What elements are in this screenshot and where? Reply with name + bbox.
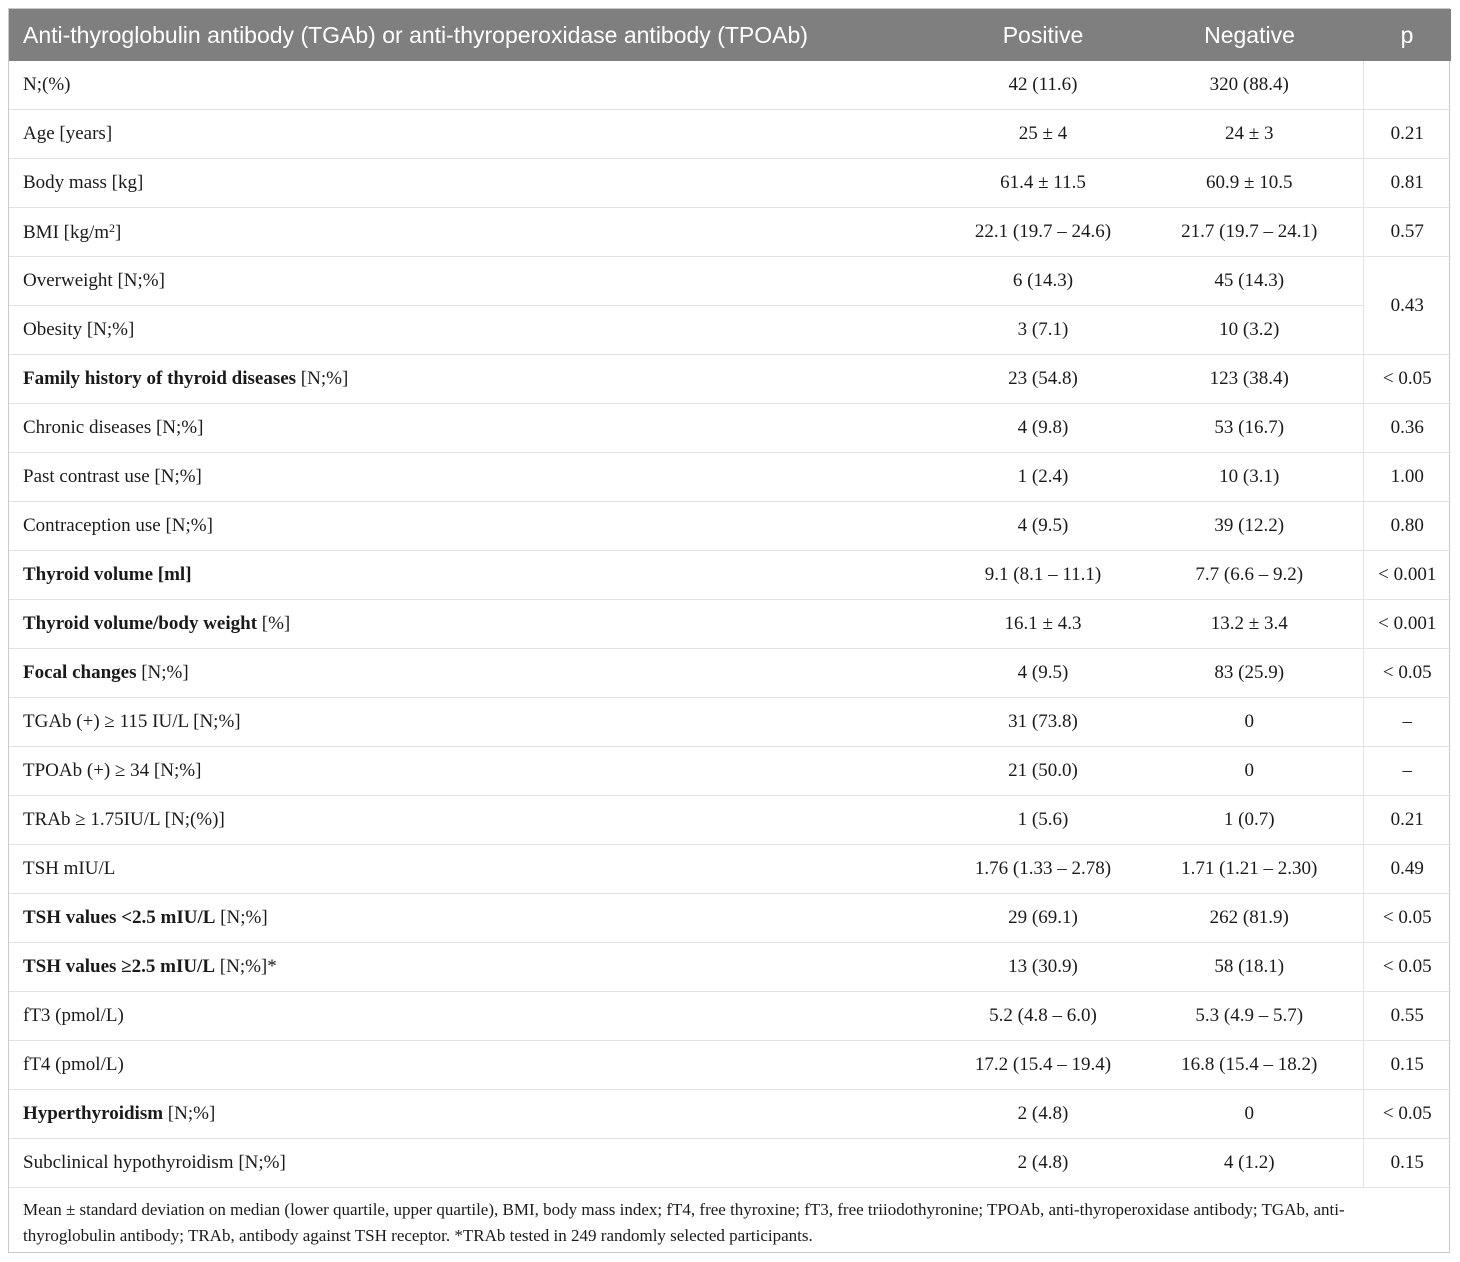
table-row bbox=[9, 649, 1451, 698]
cell-positive: 29 (69.1) bbox=[950, 894, 1136, 943]
cell-positive: 2 (4.8) bbox=[950, 1139, 1136, 1188]
row-label: TSH mIU/L bbox=[9, 845, 950, 894]
cell-p: < 0.001 bbox=[1363, 551, 1451, 600]
table-row bbox=[9, 306, 1451, 355]
cell-negative: 123 (38.4) bbox=[1136, 355, 1363, 404]
table-row bbox=[9, 894, 1451, 943]
cell-positive: 23 (54.8) bbox=[950, 355, 1136, 404]
cell-negative: 45 (14.3) bbox=[1136, 257, 1363, 306]
cell-negative: 10 (3.1) bbox=[1136, 453, 1363, 502]
cell-negative: 5.3 (4.9 – 5.7) bbox=[1136, 992, 1363, 1041]
cell-positive: 61.4 ± 11.5 bbox=[950, 159, 1136, 208]
table-body bbox=[9, 61, 1451, 1188]
table-footnote: Mean ± standard deviation on median (lower quartile, upper quartile), BMI, body mass index; fT4, free thyroxine; fT3, free triiodothyronine; TPOAb, anti-thyroperoxidase antibody; TGAb, anti-thyroglobulin antibody; TRAb, antibody against TSH receptor. *TRAb tested in 249 randomly selected participants. bbox=[23, 1200, 1345, 1245]
cell-negative: 10 (3.2) bbox=[1136, 306, 1363, 355]
header-p: p bbox=[1400, 21, 1414, 48]
cell-negative: 1 (0.7) bbox=[1136, 796, 1363, 845]
header-positive: Positive bbox=[1002, 21, 1084, 48]
cell-positive: 17.2 (15.4 – 19.4) bbox=[950, 1041, 1136, 1090]
cell-p: – bbox=[1363, 698, 1451, 747]
cell-positive: 2 (4.8) bbox=[950, 1090, 1136, 1139]
row-label: TSH values ≥2.5 mIU/L [N;%]* bbox=[9, 943, 950, 992]
cell-negative: 24 ± 3 bbox=[1136, 110, 1363, 159]
cell-p: 0.21 bbox=[1363, 796, 1451, 845]
header-label: Anti-thyroglobulin antibody (TGAb) or anti-thyroperoxidase antibody (TPOAb) bbox=[23, 21, 808, 48]
row-label: Focal changes [N;%] bbox=[9, 649, 950, 698]
table-row bbox=[9, 600, 1451, 649]
cell-negative: 58 (18.1) bbox=[1136, 943, 1363, 992]
cell-p: – bbox=[1363, 747, 1451, 796]
table-row bbox=[9, 502, 1451, 551]
cell-positive: 31 (73.8) bbox=[950, 698, 1136, 747]
table-row bbox=[9, 355, 1451, 404]
table-row bbox=[9, 845, 1451, 894]
cell-negative: 21.7 (19.7 – 24.1) bbox=[1136, 208, 1363, 257]
cell-negative: 16.8 (15.4 – 18.2) bbox=[1136, 1041, 1363, 1090]
row-label: Thyroid volume/body weight [%] bbox=[9, 600, 950, 649]
row-label: TPOAb (+) ≥ 34 [N;%] bbox=[9, 747, 950, 796]
cell-positive: 4 (9.8) bbox=[950, 404, 1136, 453]
row-label: Hyperthyroidism [N;%] bbox=[9, 1090, 950, 1139]
row-label: Family history of thyroid diseases [N;%] bbox=[9, 355, 950, 404]
cell-positive: 25 ± 4 bbox=[950, 110, 1136, 159]
row-label: Thyroid volume [ml] bbox=[9, 551, 950, 600]
table-row bbox=[9, 1041, 1451, 1090]
cell-negative: 0 bbox=[1136, 747, 1363, 796]
cell-negative: 4 (1.2) bbox=[1136, 1139, 1363, 1188]
cell-p: 0.36 bbox=[1363, 404, 1451, 453]
cell-positive: 42 (11.6) bbox=[950, 61, 1136, 110]
cell-positive: 6 (14.3) bbox=[950, 257, 1136, 306]
cell-p: 0.21 bbox=[1363, 110, 1451, 159]
cell-p: < 0.05 bbox=[1363, 943, 1451, 992]
table-row bbox=[9, 208, 1451, 257]
cell-negative: 83 (25.9) bbox=[1136, 649, 1363, 698]
cell-p: 0.15 bbox=[1363, 1139, 1451, 1188]
cell-positive: 1.76 (1.33 – 2.78) bbox=[950, 845, 1136, 894]
cell-positive: 4 (9.5) bbox=[950, 502, 1136, 551]
cell-p: < 0.05 bbox=[1363, 649, 1451, 698]
table-row bbox=[9, 257, 1451, 306]
cell-positive: 13 (30.9) bbox=[950, 943, 1136, 992]
table-row bbox=[9, 1139, 1451, 1188]
cell-negative: 262 (81.9) bbox=[1136, 894, 1363, 943]
cell-p: < 0.05 bbox=[1363, 894, 1451, 943]
row-label: TGAb (+) ≥ 115 IU/L [N;%] bbox=[9, 698, 950, 747]
cell-negative: 60.9 ± 10.5 bbox=[1136, 159, 1363, 208]
table-row bbox=[9, 943, 1451, 992]
header-negative: Negative bbox=[1204, 21, 1295, 48]
row-label: TSH values <2.5 mIU/L [N;%] bbox=[9, 894, 950, 943]
cell-positive: 9.1 (8.1 – 11.1) bbox=[950, 551, 1136, 600]
table-row bbox=[9, 159, 1451, 208]
row-label: TRAb ≥ 1.75IU/L [N;(%)] bbox=[9, 796, 950, 845]
table-row bbox=[9, 61, 1451, 110]
cell-positive: 22.1 (19.7 – 24.6) bbox=[950, 208, 1136, 257]
header-row bbox=[9, 9, 1451, 61]
row-label: Subclinical hypothyroidism [N;%] bbox=[9, 1139, 950, 1188]
table-row bbox=[9, 1090, 1451, 1139]
cell-negative: 7.7 (6.6 – 9.2) bbox=[1136, 551, 1363, 600]
cell-positive: 16.1 ± 4.3 bbox=[950, 600, 1136, 649]
cell-p: < 0.05 bbox=[1363, 1090, 1451, 1139]
cell-p: 0.55 bbox=[1363, 992, 1451, 1041]
cell-p: 0.80 bbox=[1363, 502, 1451, 551]
cell-positive: 5.2 (4.8 – 6.0) bbox=[950, 992, 1136, 1041]
cell-p: 0.49 bbox=[1363, 845, 1451, 894]
cell-negative: 39 (12.2) bbox=[1136, 502, 1363, 551]
cell-p: 1.00 bbox=[1363, 453, 1451, 502]
table-row bbox=[9, 796, 1451, 845]
cell-negative: 53 (16.7) bbox=[1136, 404, 1363, 453]
table-header bbox=[9, 9, 1451, 61]
cell-negative: 13.2 ± 3.4 bbox=[1136, 600, 1363, 649]
table-row bbox=[9, 992, 1451, 1041]
cell-negative: 1.71 (1.21 – 2.30) bbox=[1136, 845, 1363, 894]
cell-positive: 3 (7.1) bbox=[950, 306, 1136, 355]
cell-p bbox=[1363, 61, 1451, 110]
results-table bbox=[9, 9, 1451, 1188]
row-label: N;(%) bbox=[9, 61, 950, 110]
cell-positive: 1 (5.6) bbox=[950, 796, 1136, 845]
row-label: Age [years] bbox=[9, 110, 950, 159]
table-row bbox=[9, 551, 1451, 600]
cell-p: 0.57 bbox=[1363, 208, 1451, 257]
row-label: fT4 (pmol/L) bbox=[9, 1041, 950, 1090]
cell-p: 0.81 bbox=[1363, 159, 1451, 208]
row-label: Chronic diseases [N;%] bbox=[9, 404, 950, 453]
row-label: BMI $[kg/m^2]$ bbox=[9, 208, 950, 257]
row-label: Overweight [N;%] bbox=[9, 257, 950, 306]
cell-negative: 0 bbox=[1136, 698, 1363, 747]
cell-negative: 0 bbox=[1136, 1090, 1363, 1139]
cell-p: 0.15 bbox=[1363, 1041, 1451, 1090]
row-label: Body mass [kg] bbox=[9, 159, 950, 208]
cell-positive: 21 (50.0) bbox=[950, 747, 1136, 796]
cell-positive: 1 (2.4) bbox=[950, 453, 1136, 502]
cell-p: < 0.001 bbox=[1363, 600, 1451, 649]
cell-positive: 4 (9.5) bbox=[950, 649, 1136, 698]
row-label: Obesity [N;%] bbox=[9, 306, 950, 355]
cell-negative: 320 (88.4) bbox=[1136, 61, 1363, 110]
row-label: fT3 (pmol/L) bbox=[9, 992, 950, 1041]
table-row bbox=[9, 747, 1451, 796]
table-row bbox=[9, 698, 1451, 747]
table-row bbox=[9, 453, 1451, 502]
table-row bbox=[9, 110, 1451, 159]
cell-p: < 0.05 bbox=[1363, 355, 1451, 404]
row-label: Past contrast use [N;%] bbox=[9, 453, 950, 502]
table-frame bbox=[8, 8, 1450, 1253]
cell-p: 0.43 bbox=[1363, 257, 1451, 355]
table-row bbox=[9, 404, 1451, 453]
row-label: Contraception use [N;%] bbox=[9, 502, 950, 551]
